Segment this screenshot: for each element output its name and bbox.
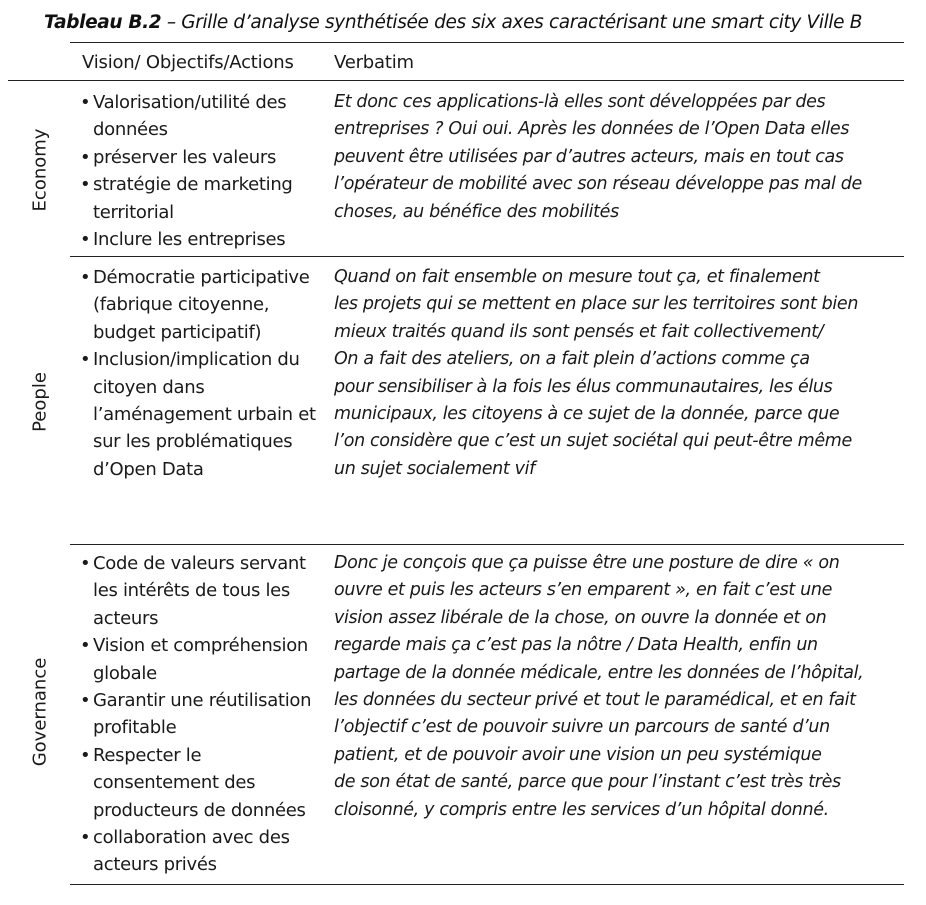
people-verbatim bbox=[334, 264, 914, 483]
column-header-verbatim: Verbatim bbox=[334, 52, 414, 73]
table-caption-label: Tableau B.2 bbox=[44, 12, 162, 33]
verbatim-line: regarde mais ça c’est pas la nôtre / Data Health, enfin un bbox=[334, 635, 818, 656]
verbatim-line: partage de la donnée médicale, entre les données de l’hôpital, bbox=[334, 662, 864, 683]
economy-verbatim bbox=[334, 89, 914, 226]
list-item: • Inclusion/implication du citoyen dans l’aménagement urbain et sur les problématiques d’Open Data bbox=[80, 346, 330, 483]
table-caption-text: – Grille d’analyse synthétisée des six axes caractérisant une smart city Ville B bbox=[161, 12, 863, 33]
verbatim-line: choses, au bénéfice des mobilités bbox=[334, 201, 619, 222]
axis-label-economy: Economy bbox=[29, 128, 51, 212]
verbatim-line: les projets qui se mettent en place sur les territoires sont bien bbox=[334, 294, 859, 315]
list-item: • collaboration avec des acteurs privés bbox=[80, 824, 330, 879]
list-item: • Respecter le consentement des producteurs de données bbox=[80, 742, 330, 824]
header-bottom-rule bbox=[8, 80, 904, 81]
list-item: • Inclure les entreprises bbox=[80, 226, 330, 253]
list-item: • préserver les valeurs bbox=[80, 144, 330, 171]
verbatim-line: peuvent être utilisées par d’autres acteurs, mais en tout cas bbox=[334, 146, 844, 167]
verbatim-line: vision assez libérale de la chose, on ouvre la donnée et on bbox=[334, 607, 827, 628]
verbatim-line: l’objectif c’est de pouvoir suivre un parcours de santé d’un bbox=[334, 717, 830, 738]
list-item: • Vision et compréhension globale bbox=[80, 632, 330, 687]
verbatim-line: Et donc ces applications-là elles sont développées par des bbox=[334, 92, 826, 112]
row-divider-people-governance bbox=[70, 544, 904, 545]
verbatim-line: On a fait des ateliers, on a fait plein d’actions comme ça bbox=[334, 349, 810, 370]
governance-verbatim bbox=[334, 550, 914, 824]
axis-label-governance: Governance bbox=[29, 657, 51, 767]
verbatim-line: cloisonné, y compris entre les services d’un hôpital donné. bbox=[334, 799, 829, 820]
verbatim-line: l’on considère que c’est un sujet sociétal qui peut-être même bbox=[334, 431, 852, 452]
verbatim-line: Donc je conçois que ça puisse être une posture de dire « on bbox=[334, 553, 840, 573]
row-divider-economy-people bbox=[70, 256, 904, 257]
column-header-actions: Vision/ Objectifs/Actions bbox=[82, 52, 294, 73]
economy-actions-list bbox=[80, 89, 330, 253]
list-item: • stratégie de marketing territorial bbox=[80, 171, 330, 226]
table-caption bbox=[44, 12, 862, 33]
verbatim-line: patient, et de pouvoir avoir une vision un peu systémique bbox=[334, 744, 822, 765]
verbatim-line: municipaux, les citoyens à ce sujet de la donnée, parce que bbox=[334, 404, 840, 425]
verbatim-line: ouvre et puis les acteurs s’en emparent », en fait c’est une bbox=[334, 580, 833, 601]
verbatim-line: entreprises ? Oui oui. Après les données de l’Open Data elles bbox=[334, 119, 850, 140]
list-item: • Valorisation/utilité des données bbox=[80, 89, 330, 144]
header-top-rule bbox=[70, 42, 904, 43]
verbatim-line: pour sensibiliser à la fois les élus communautaires, les élus bbox=[334, 376, 833, 397]
list-item: • Code de valeurs servant les intérêts de tous les acteurs bbox=[80, 550, 330, 632]
verbatim-line: de son état de santé, parce que pour l’instant c’est très très bbox=[334, 772, 841, 793]
verbatim-line: un sujet socialement vif bbox=[334, 458, 535, 479]
people-actions-list bbox=[80, 264, 330, 483]
list-item: • Garantir une réutilisation profitable bbox=[80, 687, 330, 742]
verbatim-line: mieux traités quand ils sont pensés et fait collectivement/ bbox=[334, 321, 824, 342]
verbatim-line: l’opérateur de mobilité avec son réseau développe pas mal de bbox=[334, 174, 862, 195]
governance-actions-list bbox=[80, 550, 330, 879]
list-item: • Démocratie participative (fabrique citoyenne, budget participatif) bbox=[80, 264, 330, 346]
axis-label-people: People bbox=[29, 372, 51, 432]
verbatim-line: les données du secteur privé et tout le paramédical, et en fait bbox=[334, 690, 856, 711]
verbatim-line: Quand on fait ensemble on mesure tout ça, et finalement bbox=[334, 267, 820, 287]
table-bottom-rule bbox=[70, 884, 904, 885]
